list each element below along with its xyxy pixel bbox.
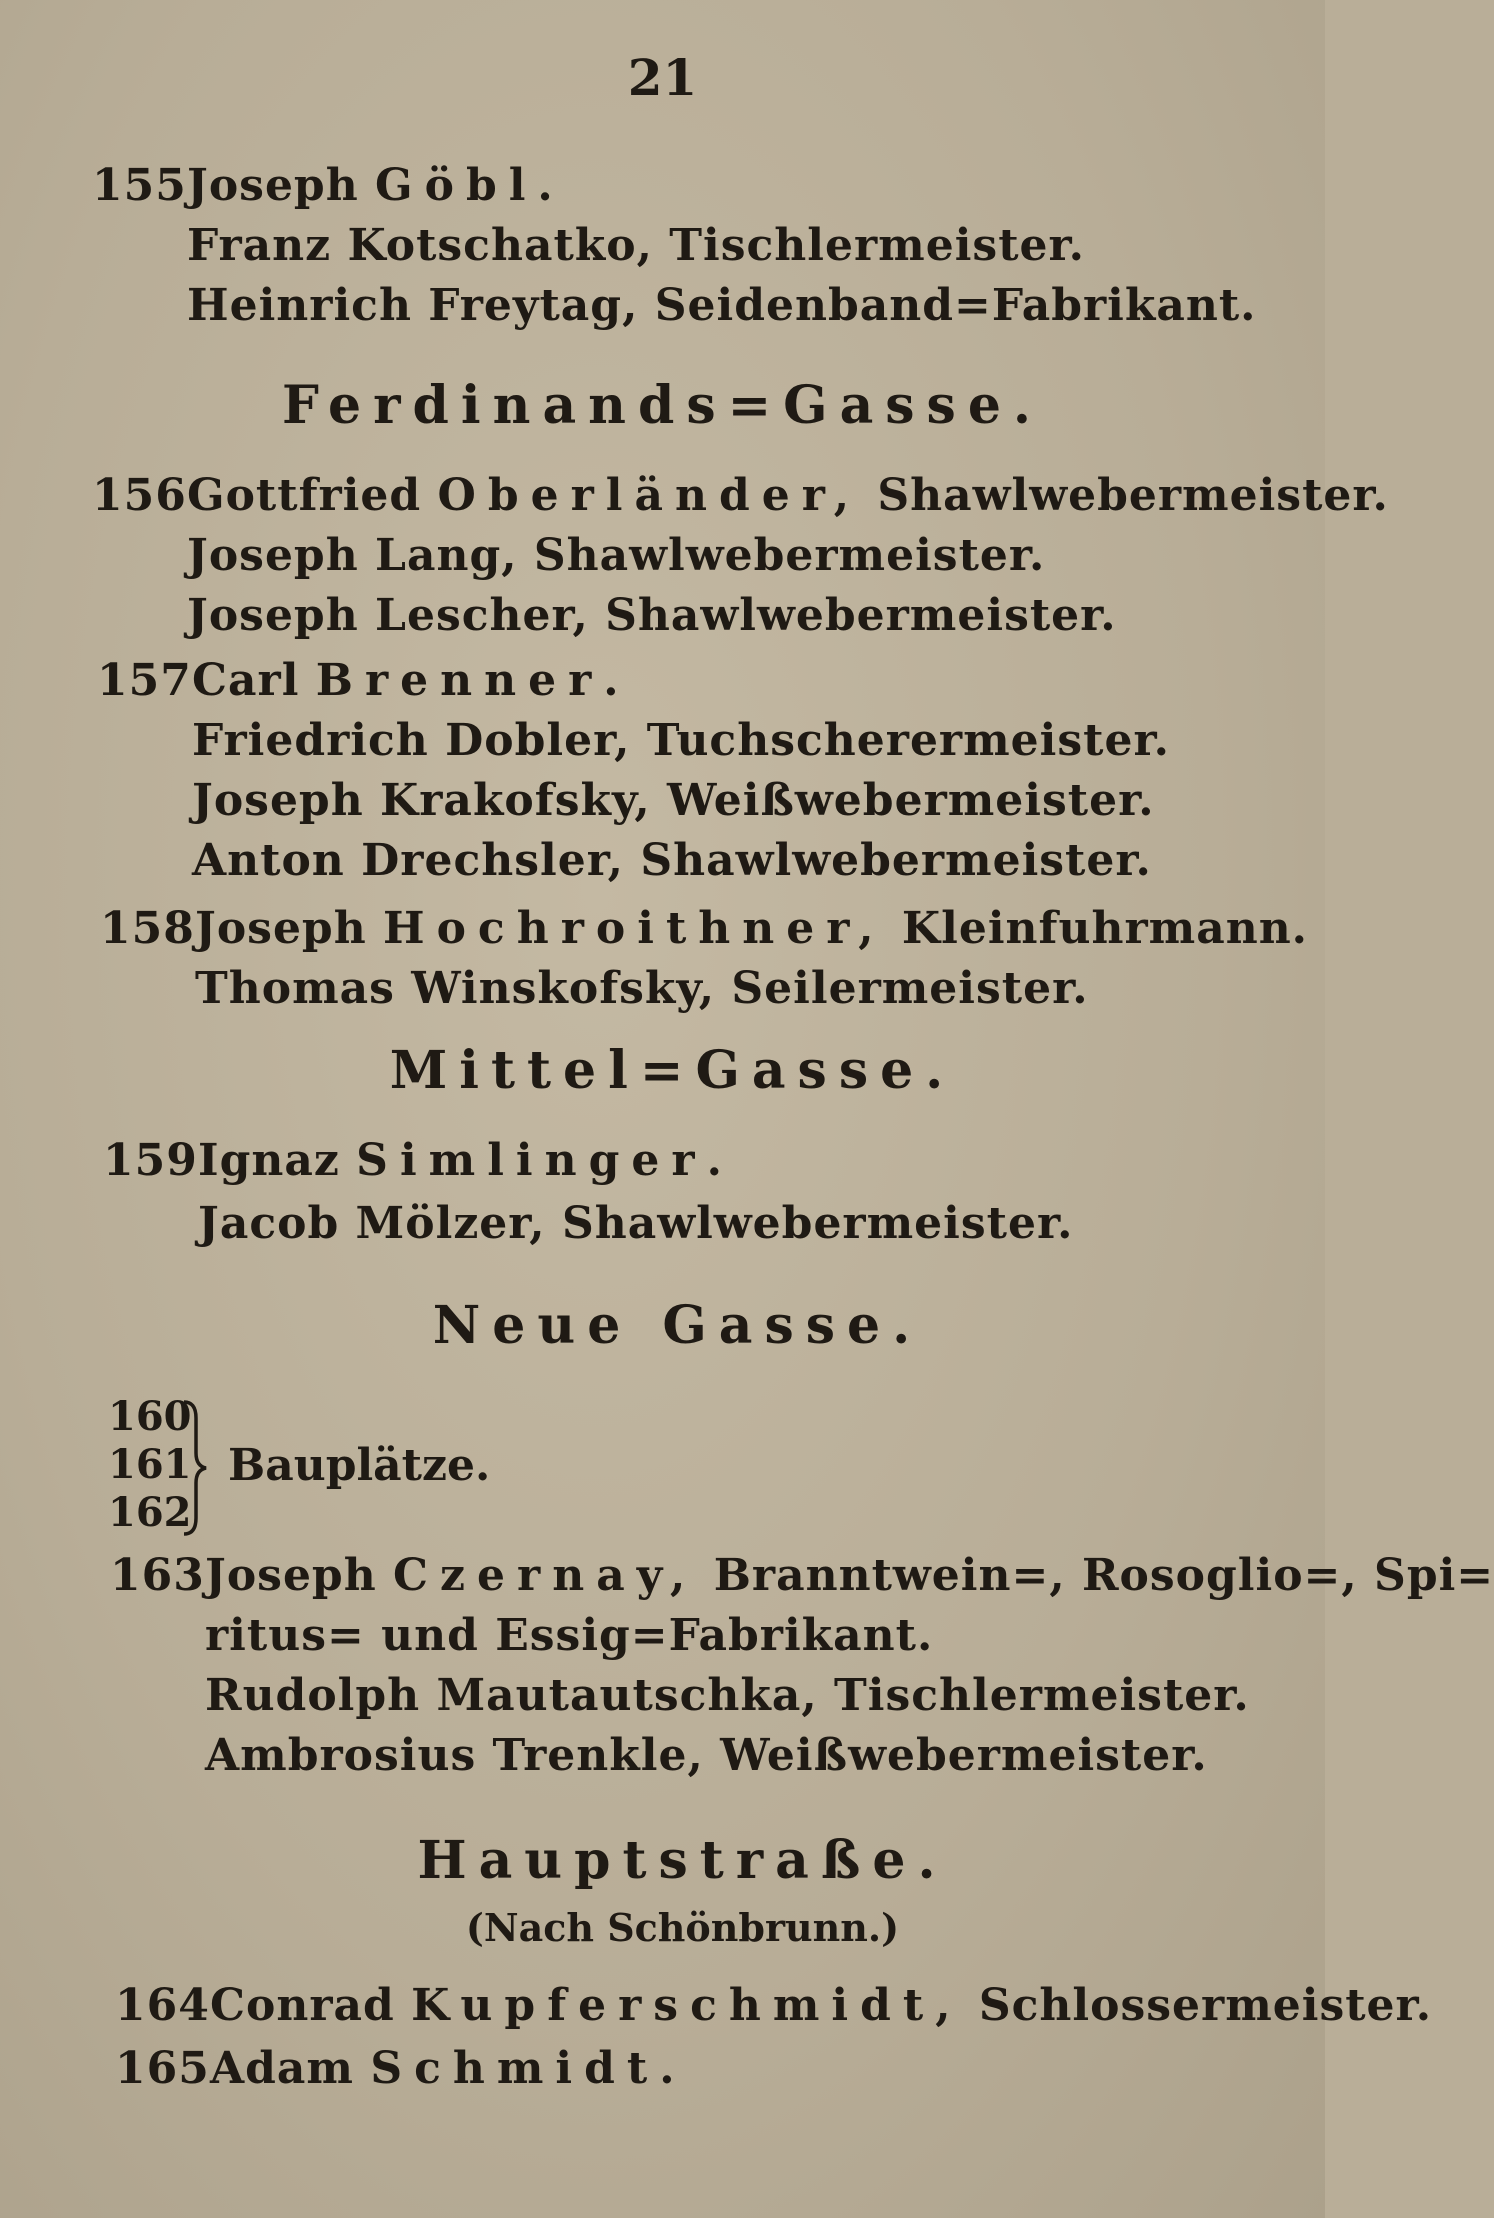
- curly-brace-icon: [180, 1398, 210, 1538]
- resident-name: Joseph Krakofsky,: [192, 775, 651, 826]
- resident-trade: .: [537, 160, 554, 211]
- resident-trade: Shawlwebermeister.: [533, 530, 1046, 581]
- list-item: [187, 530, 1045, 581]
- resident-surname: Brenner: [315, 655, 604, 706]
- resident-trade: .: [659, 2043, 676, 2094]
- street-heading: Neue Gasse.: [432, 1295, 923, 1356]
- resident-name: ritus= und Essig=Fabrikant.: [205, 1610, 934, 1661]
- resident-trade: Tischlermeister.: [669, 220, 1085, 271]
- resident-name: Gottfried: [187, 470, 422, 521]
- resident-name: Joseph Lescher,: [187, 590, 589, 641]
- house-number: 163: [110, 1550, 205, 1601]
- resident-surname: Simlinger: [356, 1135, 707, 1186]
- list-item: [92, 160, 554, 211]
- resident-trade: Shawlwebermeister.: [640, 835, 1152, 886]
- resident-trade: Seilermeister.: [731, 963, 1089, 1014]
- page-number: 21: [627, 48, 698, 107]
- resident-trade: Weißwebermeister.: [666, 775, 1155, 826]
- resident-trade: Tischlermeister.: [834, 1670, 1250, 1721]
- resident-name: Franz Kotschatko,: [187, 220, 653, 271]
- list-item: [198, 1198, 1073, 1249]
- resident-name: Adam: [210, 2043, 354, 2094]
- resident-name: Conrad: [210, 1980, 395, 2031]
- resident-trade: Tuchscherermeister.: [646, 715, 1170, 766]
- house-number: 155: [92, 160, 187, 211]
- list-item: [192, 775, 1155, 826]
- resident-name: Ignaz: [198, 1135, 340, 1186]
- resident-trade: Weißwebermeister.: [720, 1730, 1208, 1781]
- list-item: [192, 715, 1170, 766]
- resident-name: Friedrich Dobler,: [192, 715, 631, 766]
- brace-label: Bauplätze.: [228, 1440, 491, 1491]
- list-item: [192, 835, 1152, 886]
- list-item: [97, 655, 620, 706]
- resident-name: Joseph: [205, 1550, 377, 1601]
- house-number: 159: [103, 1135, 198, 1186]
- resident-trade: Shawlwebermeister.: [605, 590, 1117, 641]
- resident-name: Carl: [192, 655, 300, 706]
- resident-trade: Schlossermeister.: [978, 1980, 1433, 2031]
- resident-name: Joseph: [187, 160, 359, 211]
- resident-surname: Czernay,: [393, 1550, 698, 1601]
- house-number: 161: [108, 1441, 192, 1488]
- resident-trade: Shawlwebermeister.: [877, 470, 1389, 521]
- resident-name: Ambrosius Trenkle,: [205, 1730, 704, 1781]
- list-item: [92, 470, 1389, 521]
- house-number: 156: [92, 470, 187, 521]
- resident-surname: Hochroithner,: [383, 903, 886, 954]
- house-number: 165: [115, 2043, 210, 2094]
- list-item: [100, 903, 1308, 954]
- resident-name: Jacob Mölzer,: [198, 1198, 546, 1249]
- resident-trade: Seidenband=Fabrikant.: [654, 280, 1257, 331]
- resident-surname: Oberländer,: [437, 470, 862, 521]
- list-item: [115, 1980, 1432, 2031]
- resident-trade: Branntwein=, Rosoglio=, Spi=: [713, 1550, 1494, 1601]
- list-item: [103, 1135, 723, 1186]
- resident-surname: Göbl: [375, 160, 538, 211]
- resident-name: Anton Drechsler,: [192, 835, 625, 886]
- resident-name: Rudolph Mautautschka,: [205, 1670, 818, 1721]
- resident-name: Joseph: [195, 903, 367, 954]
- list-item: [205, 1610, 933, 1661]
- house-number: 162: [108, 1489, 192, 1536]
- street-heading: Ferdinands=Gasse.: [281, 375, 1044, 436]
- resident-name: Thomas Winskofsky,: [195, 963, 716, 1014]
- list-item: [187, 280, 1257, 331]
- list-item: [110, 1550, 1494, 1601]
- resident-trade: Shawlwebermeister.: [561, 1198, 1074, 1249]
- street-subheading: (Nach Schönbrunn.): [465, 1905, 900, 1950]
- list-item: [205, 1730, 1208, 1781]
- house-number: 158: [100, 903, 195, 954]
- street-heading: Mittel=Gasse.: [389, 1040, 956, 1101]
- street-heading: Hauptstraße.: [417, 1830, 948, 1891]
- list-item: [187, 590, 1117, 641]
- resident-trade: Kleinfuhrmann.: [901, 903, 1309, 954]
- resident-trade: .: [603, 655, 620, 706]
- house-number: 160: [108, 1393, 192, 1440]
- house-number: 157: [97, 655, 192, 706]
- resident-surname: Kupferschmidt,: [411, 1980, 963, 2031]
- list-item: [115, 2043, 676, 2094]
- house-number: 164: [115, 1980, 210, 2031]
- list-item: [195, 963, 1089, 1014]
- brace-number-group: [108, 1393, 192, 1537]
- resident-trade: .: [706, 1135, 723, 1186]
- resident-surname: Schmidt: [370, 2043, 660, 2094]
- list-item: [187, 220, 1085, 271]
- list-item: [205, 1670, 1250, 1721]
- resident-name: Joseph Lang,: [187, 530, 518, 581]
- resident-name: Heinrich Freytag,: [187, 280, 639, 331]
